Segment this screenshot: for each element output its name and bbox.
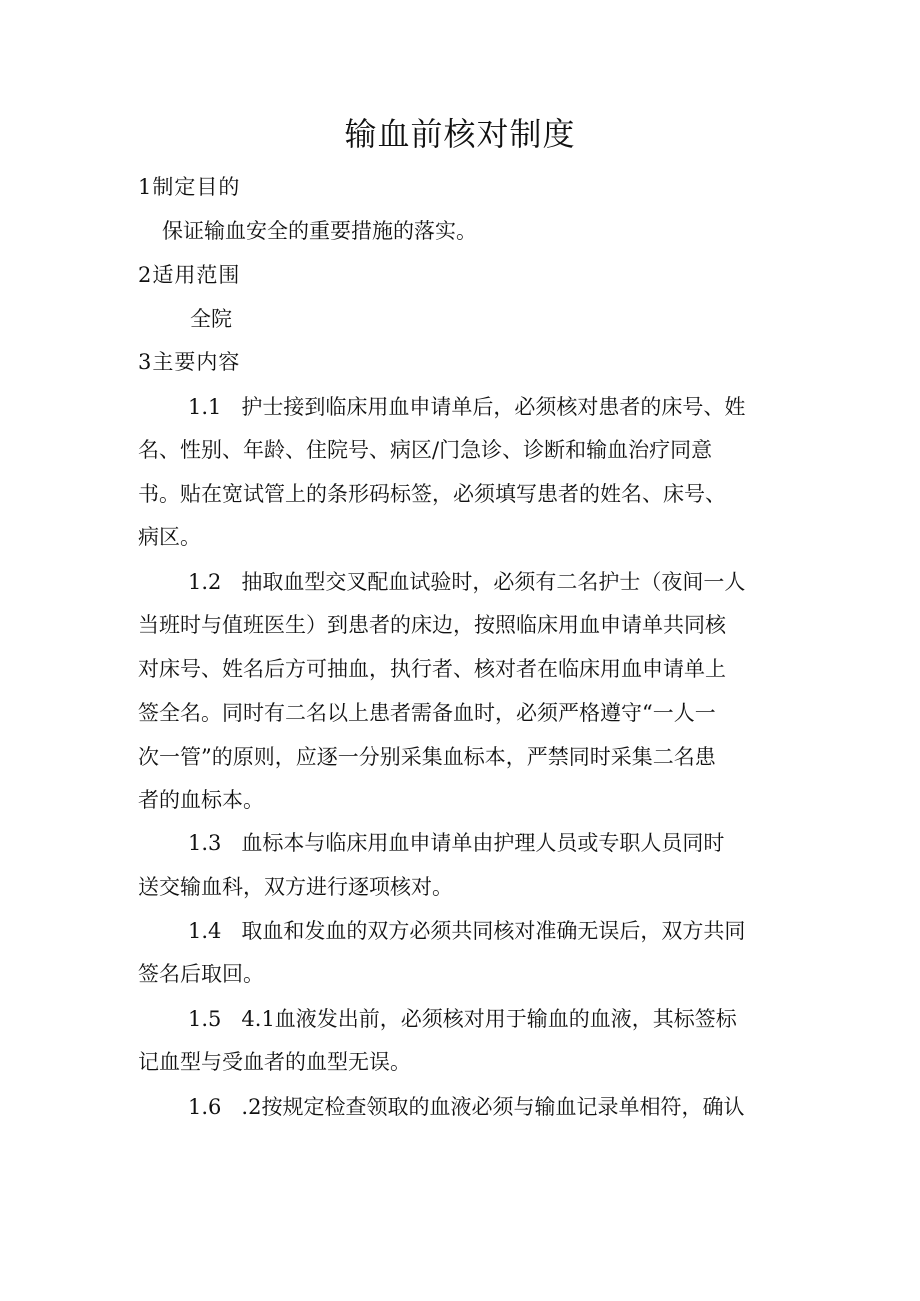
item-text: 取血和发血的双方必须共同核对准确无误后，双方共同	[241, 919, 746, 943]
item-1-3-line: 送交输血科，双方进行逐项核对。	[138, 875, 453, 899]
item-1-5-line: 记血型与受血者的血型无误。	[138, 1050, 411, 1074]
item-1-2-line: 者的血标本。	[138, 788, 264, 812]
item-text: 抽取血型交叉配血试验时，必须有二名护士（夜间一人	[241, 570, 746, 594]
item-number: 1.2	[188, 570, 222, 594]
item-1-4-line: 签名后取回。	[138, 962, 264, 986]
item-1-2-line: 签全名。同时有二名以上患者需备血时，必须严格遵守“一人一	[138, 701, 716, 725]
item-number: 1.6	[188, 1095, 222, 1119]
item-1-1-line: 名、性别、年龄、住院号、病区/门急诊、诊断和输血治疗同意	[138, 438, 713, 462]
item-1-4-first-line	[188, 916, 745, 946]
item-1-1-line: 书。贴在宽试管上的条形码标签，必须填写患者的姓名、床号、	[138, 482, 726, 506]
section-heading-content: 3主要内容	[138, 350, 241, 374]
item-1-2-first-line	[188, 567, 745, 597]
section-body-scope: 全院	[190, 307, 232, 331]
item-text: .2按规定检查领取的血液必须与输血记录单相符，确认	[241, 1095, 745, 1119]
item-1-2-line: 次一管”的原则，应逐一分别采集血标本，严禁同时采集二名患	[138, 745, 716, 769]
section-heading-purpose: 1制定目的	[138, 175, 241, 199]
item-1-1-first-line	[188, 392, 745, 422]
item-1-3-first-line	[188, 828, 724, 858]
item-text: 护士接到临床用血申请单后，必须核对患者的床号、姓	[241, 395, 746, 419]
item-number: 1.5	[188, 1007, 222, 1031]
section-body-purpose: 保证输血安全的重要措施的落实。	[162, 219, 477, 243]
item-number: 1.1	[188, 395, 222, 419]
item-1-2-line: 对床号、姓名后方可抽血，执行者、核对者在临床用血申请单上	[138, 657, 726, 681]
item-1-1-line: 病区。	[138, 525, 201, 549]
item-1-5-first-line	[188, 1004, 737, 1034]
item-number: 1.3	[188, 831, 222, 855]
document-title: 输血前核对制度	[344, 115, 576, 153]
item-1-2-line: 当班时与值班医生）到患者的床边，按照临床用血申请单共同核	[138, 613, 726, 637]
item-1-6-first-line	[188, 1092, 744, 1122]
section-heading-scope: 2适用范围	[138, 263, 241, 287]
item-text: 血标本与临床用血申请单由护理人员或专职人员同时	[241, 831, 725, 855]
item-text: 4.1血液发出前，必须核对用于输血的血液，其标签标	[241, 1007, 737, 1031]
item-number: 1.4	[188, 919, 222, 943]
